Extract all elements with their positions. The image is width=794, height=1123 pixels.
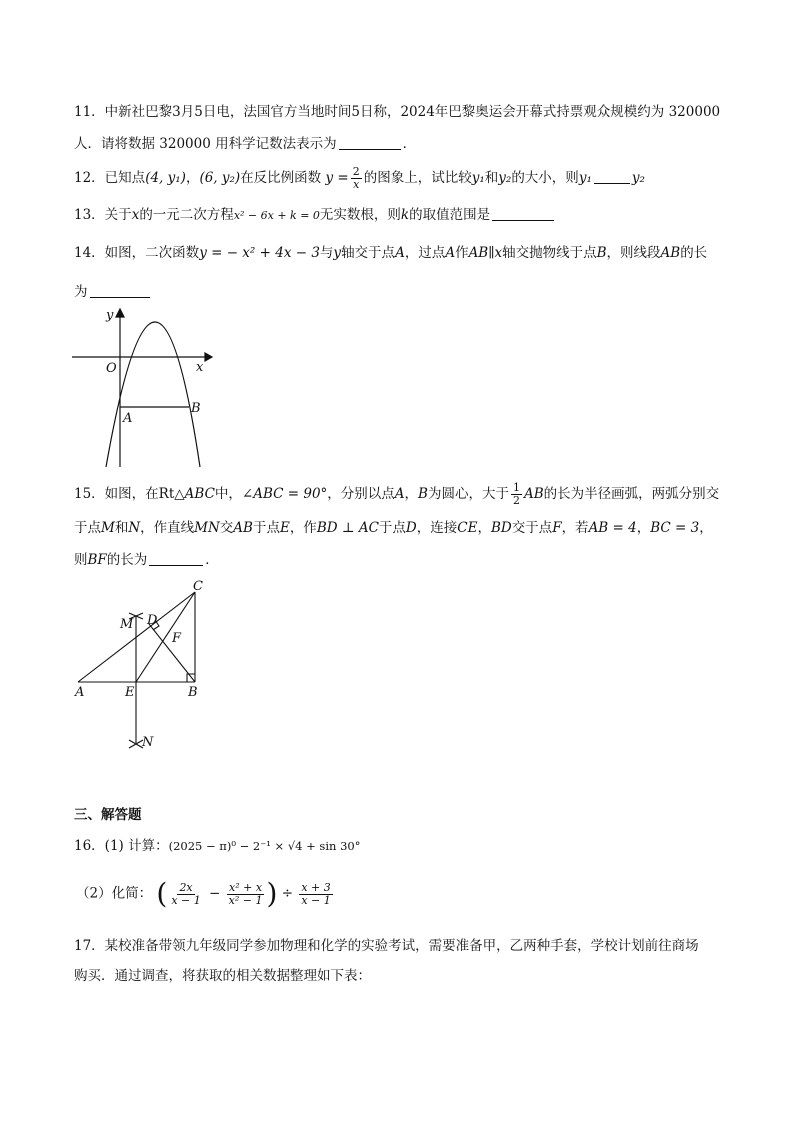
q15-a: 15．如图，在Rt△ [74, 486, 185, 502]
q15-answer-blank[interactable] [149, 551, 203, 566]
q11-answer-blank[interactable] [339, 135, 401, 150]
q12-point1: (4, y₁) [145, 170, 186, 186]
q15-MN: MN [194, 520, 220, 536]
q14-A: A [395, 245, 405, 261]
q15-2d: 于点 [252, 520, 280, 536]
q14-ABx: AB∥x [468, 245, 503, 261]
q15-D: D [405, 520, 417, 536]
q14-a: 14．如图，二次函数 [74, 245, 200, 261]
q15-label-B: B [188, 685, 198, 700]
q14-label-O: O [106, 361, 117, 376]
q12-frac-den: x [353, 178, 360, 191]
q14-y: y [333, 245, 342, 261]
q16-minus: − [209, 885, 221, 902]
q13-k: k [400, 207, 410, 223]
q15-half-num: 1 [512, 481, 520, 494]
q14-line2 [74, 282, 152, 302]
q15-2b: ，作直线 [140, 520, 195, 536]
q12-y2: y₂ [498, 170, 512, 186]
q12-frac-num: 2 [352, 165, 360, 178]
section3-heading [74, 805, 142, 825]
q15-c: ，分别以点 [327, 486, 395, 502]
q14-label-B: B [191, 401, 201, 416]
q15-N: N [128, 520, 141, 536]
q16-frac1 [169, 882, 202, 907]
q15-AB: AB [523, 486, 544, 502]
q15-CE: CE [457, 520, 478, 536]
q12-y2b: y₂ [631, 170, 645, 186]
q13-tail2: 的取值范围是 [409, 207, 491, 223]
q15-half-fraction [511, 482, 522, 507]
q15-A: A [394, 486, 405, 502]
q15-3a: 则 [74, 552, 88, 568]
q12-func-lhs: y = [325, 170, 349, 186]
q13-tail: 无实数根，则 [319, 207, 401, 223]
q13-line [74, 205, 556, 226]
q14-label-y: y [106, 308, 114, 323]
q15-segment-CE [136, 592, 195, 682]
q16-div: ÷ [281, 885, 294, 902]
q14-h: 的长 [680, 245, 708, 261]
q12-y1: y₁ [471, 170, 485, 186]
q16-f1-num: 2x [179, 880, 193, 894]
q14-label-A: A [123, 411, 133, 426]
q12-line [74, 166, 645, 191]
q15-line3 [74, 550, 219, 570]
q14-y-arrow [116, 309, 124, 317]
q13-prefix: 13．关于 [74, 207, 132, 223]
q15-3b: 的长为 [106, 552, 148, 568]
q15-BC3: BC = 3 [650, 520, 700, 536]
q16-part1-expr: (2025 − π)⁰ − 2⁻¹ × √4 + sin 30° [168, 839, 361, 853]
q15-label-M: M [120, 617, 134, 632]
q15-B: B [418, 486, 428, 502]
q12-fraction [351, 166, 362, 191]
q14-d: ，过点 [404, 245, 446, 261]
q16-part2 [76, 877, 335, 910]
q15-and: 和 [114, 520, 129, 536]
q15-2g: ，连接 [416, 520, 458, 536]
q16-f2-num: x² + x [229, 880, 263, 894]
q14-b: 与 [319, 245, 334, 261]
q12-answer-blank[interactable] [594, 169, 630, 184]
q15-BDAC: BD ⊥ AC [316, 520, 379, 536]
q16-right-paren: ) [266, 877, 278, 910]
q15-2h: ， [477, 520, 491, 536]
q14-line1 [74, 243, 707, 263]
q12-y1b: y₁ [578, 170, 592, 186]
q13-x: x [131, 207, 140, 223]
q15-AB2: AB [233, 520, 253, 536]
q15-line1 [74, 482, 719, 507]
q15-3end: ． [205, 552, 219, 568]
q15-angle: ∠ABC = 90° [241, 486, 328, 502]
q15-label-E: E [125, 685, 135, 700]
q15-2k: ， [636, 520, 651, 536]
q16-part1 [74, 836, 360, 856]
q15-BD: BD [490, 520, 512, 536]
q14-label-x: x [196, 360, 204, 375]
q15-label-A: A [75, 685, 85, 700]
q15-2f: 于点 [378, 520, 406, 536]
q14-line2-text: 为 [74, 284, 88, 300]
q15-label-C: C [193, 579, 203, 594]
q14-AB: AB [660, 245, 681, 261]
q14-B: B [596, 245, 607, 261]
q15-2i: 交于点 [511, 520, 553, 536]
q14-g: ，则线段 [606, 245, 661, 261]
q11-end: ． [402, 136, 417, 152]
q12-point2: (6, y₂) [199, 170, 241, 186]
q12-prefix: 12．已知点 [74, 170, 146, 186]
q12-sep: ， [185, 170, 200, 186]
q15-F: F [552, 520, 562, 536]
q17-text-1: 17．某校准备带领九年级同学参加物理和化学的实验考试，需要准备甲，乙两种手套，学校计划前往商场 [74, 938, 699, 954]
q12-mid: 在反比例函数 [240, 170, 322, 186]
q15-line2 [74, 518, 713, 538]
q12-tail2: 的大小，则 [511, 170, 579, 186]
q15-e: 的长为半径画弧，两弧分别交 [543, 486, 720, 502]
q15-ABC: ABC [184, 486, 215, 502]
q15-BF: BF [87, 552, 107, 568]
q15-triangle-figure [70, 578, 215, 753]
q16-f1-den: x − 1 [171, 893, 201, 907]
q15-d: 为圆心，大于 [427, 486, 509, 502]
q14-x-arrow [205, 353, 212, 361]
q14-f: 轴交抛物线于点 [502, 245, 597, 261]
q15-label-D: D [147, 613, 158, 628]
q13-answer-blank[interactable] [492, 206, 554, 221]
q15-2c: 交 [219, 520, 234, 536]
q14-parabola-figure [70, 305, 215, 470]
section3-title: 三、解答题 [74, 807, 142, 823]
q15-M: M [101, 520, 115, 536]
q12-tail: 的图象上，试比较 [363, 170, 472, 186]
q16-part1-label: 16．(1) 计算： [74, 838, 169, 854]
q15-E: E [279, 520, 290, 536]
q11-line2 [74, 134, 416, 154]
q15-2j: ，若 [561, 520, 589, 536]
q11-line1 [74, 102, 720, 122]
q15-b: 中， [214, 486, 242, 502]
q16-frac3 [299, 882, 332, 907]
q15-2e: ，作 [289, 520, 317, 536]
q14-c: 轴交于点 [341, 245, 396, 261]
q16-part2-label: （2）化简： [76, 885, 153, 902]
q11-text-1: 11．中新社巴黎3月5日电，法国官方当地时间5日称，2024年巴黎奥运会开幕式持票观众规模约为 320000 [74, 104, 721, 120]
q15-half-den: 2 [512, 494, 520, 507]
q14-e: 作 [455, 245, 469, 261]
q17-text-2: 购买．通过调查，将获取的相关数据整理如下表： [74, 968, 371, 984]
q12-and: 和 [484, 170, 499, 186]
q16-f3-num: x + 3 [301, 880, 331, 894]
q15-AB4: AB = 4 [588, 520, 637, 536]
q14-answer-blank[interactable] [90, 283, 150, 298]
q15-2l: ， [699, 520, 713, 536]
q15-label-N: N [142, 735, 154, 750]
q17-line1 [74, 936, 699, 956]
q16-f2-den: x² − 1 [228, 893, 263, 907]
q16-f3-den: x − 1 [301, 893, 331, 907]
q15-2a: 于点 [74, 520, 101, 536]
q11-text-2: 人．请将数据 320000 用科学记数法表示为 [74, 136, 337, 152]
q14-A2: A [445, 245, 456, 261]
q14-func: y = − x² + 4x − 3 [199, 245, 320, 261]
q13-equation: x² − 6x + k = 0 [233, 209, 320, 222]
q16-frac2 [227, 882, 265, 907]
q16-left-paren: ( [156, 877, 168, 910]
q15-label-F: F [172, 631, 182, 646]
q15-comma: ， [404, 486, 419, 502]
q13-mid: 的一元二次方程 [139, 207, 234, 223]
q17-line2 [74, 966, 371, 986]
